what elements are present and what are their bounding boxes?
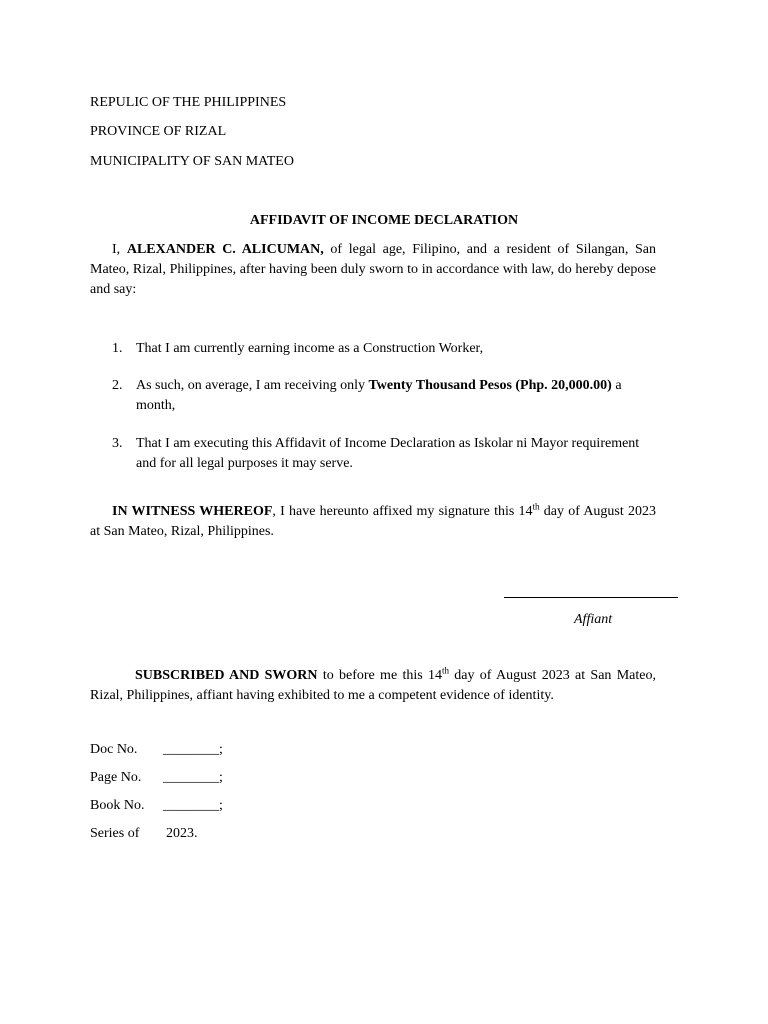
page-no-row [90,768,223,788]
list-item [112,376,660,416]
subscribed-heading: SUBSCRIBED AND SWORN [135,668,318,683]
subscribed-paragraph [90,666,656,706]
witness-paragraph [90,502,656,542]
header-province: PROVINCE OF RIZAL [90,124,227,139]
intro-paragraph [90,240,656,300]
series-label: Series of [90,826,140,841]
series-row [90,824,198,844]
list-text-post: a month, [136,378,622,413]
doc-no-value: ________; [163,742,223,757]
intro-rest: of legal age, Filipino, and a resident of Silangan, San Mateo, Rizal, Philippines, after having been duly sworn to in accordance with law, do hereby depose and say: [90,242,656,297]
list-number: 2. [112,378,123,393]
document-title: AFFIDAVIT OF INCOME DECLARATION [249,213,519,228]
subscribed-post: day of August 2023 at San Mateo, Rizal, Philippines, affiant having exhibited to me a competent evidence of identity. [90,668,656,703]
page-no-label: Page No. [90,770,142,785]
list-text [136,376,660,416]
signature-line [504,597,678,598]
intro-prefix: I, [112,242,127,257]
witness-post: day of August 2023 at San Mateo, Rizal, Philippines. [90,504,656,539]
witness-sup: th [532,501,540,512]
subscribed-sup: th [441,665,449,676]
list-text: That I am currently earning income as a Construction Worker, [136,341,484,356]
header-municipality: MUNICIPALITY OF SAN MATEO [90,154,294,169]
list-number: 3. [112,436,123,451]
affiant-label: Affiant [574,612,613,627]
doc-no-row [90,740,223,760]
page-no-value: ________; [163,770,223,785]
list-item [112,434,660,474]
series-value: 2023. [166,826,198,841]
book-no-value: ________; [163,798,223,813]
witness-pre: , I have hereunto affixed my signature this 14 [272,504,533,519]
list-text-pre: As such, on average, I am receiving only [136,378,369,393]
list-number: 1. [112,341,123,356]
header-republic: REPULIC OF THE PHILIPPINES [90,95,287,110]
witness-heading: IN WITNESS WHEREOF [112,504,273,519]
book-no-label: Book No. [90,798,145,813]
list-text: That I am executing this Affidavit of Income Declaration as Iskolar ni Mayor requirement and for all legal purposes it may serve. [136,436,640,471]
doc-no-label: Doc No. [90,742,138,757]
subscribed-pre: to before me this 14 [317,668,442,683]
book-no-row [90,796,223,816]
list-item [112,339,660,359]
affiant-name: ALEXANDER C. ALICUMAN, [126,242,324,257]
income-amount: Twenty Thousand Pesos (Php. 20,000.00) [368,378,612,393]
